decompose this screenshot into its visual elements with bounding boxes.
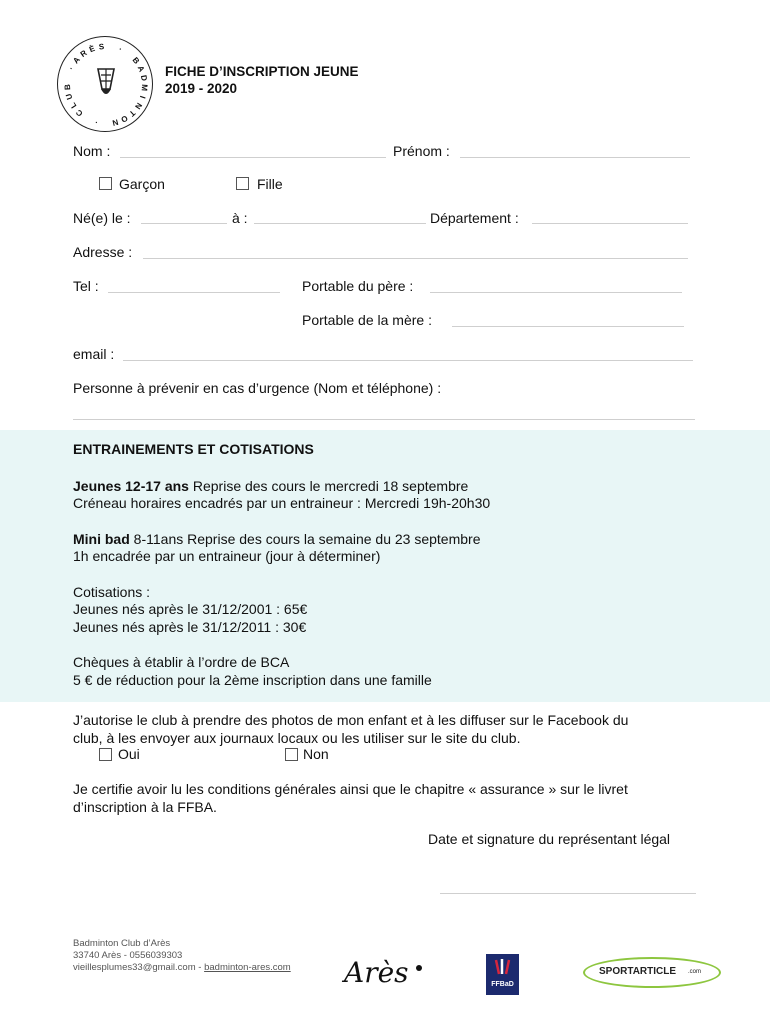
certify-line1: Je certifie avoir lu les conditions générales ainsi que le chapitre « assurance » sur le livret: [73, 781, 628, 797]
minibad-line: [73, 531, 481, 548]
garcon-label: Garçon: [119, 176, 165, 192]
logo-letter: D: [138, 74, 149, 82]
logo-letter: A: [135, 64, 147, 74]
signature-label: Date et signature du représentant légal: [428, 831, 671, 847]
tel-label: Tel :: [73, 278, 99, 294]
footer-address: 33740 Arès - 0556039303: [73, 950, 183, 961]
reduction-text: 5 € de réduction pour la 2ème inscription dans une famille: [73, 672, 432, 688]
portable-mere-label: Portable de la mère :: [302, 312, 432, 328]
feather-icon: [492, 958, 513, 978]
ares-logo-text: Arès: [344, 956, 409, 989]
logo-letter: C: [74, 107, 85, 119]
logo-letter: ·: [117, 44, 124, 54]
minibad-text: 8-11ans Reprise des cours la semaine du 23 septembre: [129, 531, 481, 547]
logo-letter: B: [130, 55, 142, 66]
departement-label: Département :: [430, 210, 519, 226]
birthdate-label: Né(e) le :: [73, 210, 131, 226]
portable-mere-field[interactable]: [452, 326, 684, 327]
fille-checkbox[interactable]: [236, 177, 249, 190]
footer-club: Badminton Club d’Arès: [73, 938, 171, 949]
garcon-checkbox[interactable]: [99, 177, 112, 190]
non-label: Non: [303, 746, 329, 762]
logo-letter: B: [62, 84, 73, 91]
footer-contact: [73, 962, 291, 974]
jeunes-label: Jeunes 12-17 ans: [73, 478, 189, 494]
logo-letter: [101, 118, 111, 128]
email-label: email :: [73, 346, 115, 362]
logo-letter: O: [119, 113, 130, 125]
photo-consent-line2: club, à les envoyer aux journaux locaux ou les utiliser sur le site du club.: [73, 730, 521, 746]
jeunes-line: [73, 478, 468, 495]
ffbad-logo-text: FFBaD: [491, 981, 514, 988]
logo-letter: ·: [93, 117, 99, 127]
portable-pere-field[interactable]: [430, 292, 682, 293]
email-field[interactable]: [123, 360, 693, 361]
footer-email: vieillesplumes33@gmail.com: [73, 962, 196, 973]
tel-field[interactable]: [108, 292, 280, 293]
logo-letter: ·: [66, 65, 76, 72]
sportarticle-logo-suffix: .com: [688, 969, 702, 975]
logo-letter: S: [98, 41, 105, 52]
oui-label: Oui: [118, 746, 140, 762]
ffbad-logo: [486, 954, 519, 995]
portable-pere-label: Portable du père :: [302, 278, 414, 294]
trainings-heading: ENTRAINEMENTS ET COTISATIONS: [73, 441, 314, 457]
minibad-label: Mini bad: [73, 531, 130, 547]
cheques-text: Chèques à établir à l’ordre de BCA: [73, 654, 290, 670]
footer-website-link[interactable]: badminton-ares.com: [204, 962, 291, 973]
logo-letter: L: [68, 100, 79, 110]
logo-letter: T: [127, 108, 138, 119]
jeunes-text: Reprise des cours le mercredi 18 septembre: [188, 478, 469, 494]
shuttlecock-icon: [94, 65, 118, 105]
certify-line2: d’inscription à la FFBA.: [73, 799, 217, 815]
signature-field[interactable]: [440, 893, 696, 894]
urgence-label: Personne à prévenir en cas d’urgence (Nom et téléphone) :: [73, 380, 442, 396]
form-title: FICHE D’INSCRIPTION JEUNE: [165, 64, 359, 79]
ares-logo: [342, 953, 426, 997]
cotisation-2: Jeunes nés après le 31/12/2011 : 30€: [73, 619, 307, 635]
logo-letter: I: [137, 94, 148, 100]
prenom-label: Prénom :: [393, 143, 450, 159]
jeunes-schedule: Créneau horaires encadrés par un entraineur : Mercredi 19h-20h30: [73, 495, 491, 511]
fille-label: Fille: [257, 176, 283, 192]
prenom-field[interactable]: [460, 157, 690, 158]
urgence-field[interactable]: [73, 419, 695, 420]
oui-checkbox[interactable]: [99, 748, 112, 761]
birthdate-field[interactable]: [141, 223, 227, 224]
adresse-field[interactable]: [143, 258, 688, 259]
logo-letter: A: [71, 55, 82, 66]
nom-label: Nom :: [73, 143, 111, 159]
cotisations-title: Cotisations :: [73, 584, 151, 600]
logo-letter: M: [139, 84, 150, 92]
sportarticle-logo: [583, 957, 721, 988]
club-logo: [57, 36, 153, 132]
photo-consent-line1: J’autorise le club à prendre des photos de mon enfant et à les diffuser sur le Facebook du: [73, 712, 629, 728]
logo-letter: È: [87, 43, 97, 55]
season: 2019 - 2020: [165, 81, 238, 96]
birthplace-field[interactable]: [254, 223, 426, 224]
adresse-label: Adresse :: [73, 244, 133, 260]
logo-letter: N: [111, 117, 120, 128]
logo-letter: N: [133, 100, 144, 111]
nom-field[interactable]: [120, 157, 386, 158]
birthplace-label: à :: [232, 210, 248, 226]
sportarticle-logo-text: SPORTARTICLE: [599, 966, 677, 977]
cotisation-1: Jeunes nés après le 31/12/2001 : 65€: [73, 601, 308, 617]
ares-logo-dot: [416, 965, 422, 971]
logo-letter: U: [64, 92, 75, 101]
non-checkbox[interactable]: [285, 748, 298, 761]
minibad-schedule: 1h encadrée par un entraineur (jour à déterminer): [73, 548, 381, 564]
footer-separator: -: [195, 962, 205, 973]
departement-field[interactable]: [532, 223, 688, 224]
logo-letter: R: [78, 48, 89, 60]
